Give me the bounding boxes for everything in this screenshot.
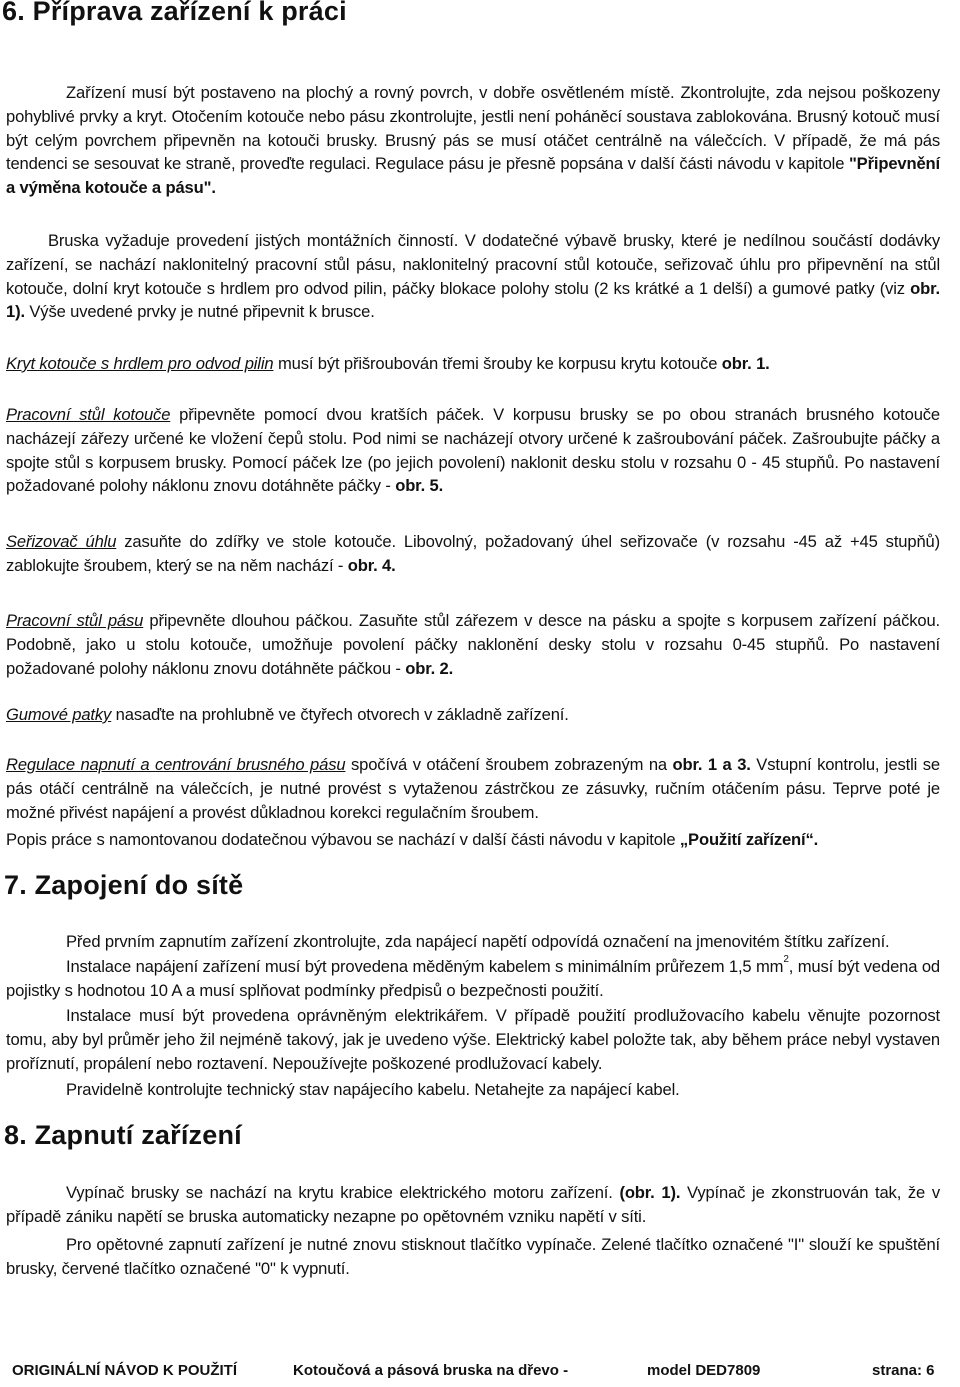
section-7-heading: 7. Zapojení do sítě <box>4 870 244 900</box>
term-disc-table: Pracovní stůl kotouče <box>6 405 171 424</box>
section-6-paragraph-cover: Kryt kotouče s hrdlem pro odvod pilin musí být přišroubován třemi šrouby ke korpusu krytu kotouče obr. 1. <box>6 354 770 373</box>
term-disc-cover: Kryt kotouče s hrdlem pro odvod pilin <box>6 354 274 373</box>
section-7-paragraph-4: Pravidelně kontrolujte technický stav napájecího kabelu. Netahejte za napájecí kabel. <box>66 1080 680 1099</box>
term-belt-table: Pracovní stůl pásu <box>6 611 144 630</box>
section-6-paragraph-disc-table: Pracovní stůl kotouče připevněte pomocí dvou kratších páček. V korpusu brusky se po obou stranách brusného kotouče nacházejí zářezy určené ke vložení čepů stolu. Pod nimi se nacházejí otvory určené k zašroubování páček. Zašroubujte páčky a spojte stůl s korpusem brusky. Pomocí páček lze (po jejich povolení) naklonit desku stolu v rozsahu 0 - 45 stupňů. Po nastavení požadované polohy náklonu znovu dotáhněte páčky - obr. 5. <box>6 405 941 496</box>
section-7-paragraph-2: Instalace napájení zařízení musí být provedena měděným kabelem s minimálním průřezem 1,5 $mm^2$, musí být vedena od pojistky s hodnotou 10 A a musí splňovat podmínky předpisů o bezpečnosti použití. <box>6 954 940 1000</box>
section-6-paragraph-usage: Popis práce s namontovanou dodatečnou výbavou se nachází v další části návodu v kapitole „Použití zařízení“. <box>6 830 819 849</box>
term-rubber-feet: Gumové patky <box>6 705 112 724</box>
section-6-paragraph-belt-table: Pracovní stůl pásu připevněte dlouhou páčkou. Zasuňte stůl zářezem v desce na pásku a spojte s korpusem zařízení páčkou. Podobně, jako u stolu kotouče, umožňuje povolení páčky naklonění desky stolu v rozsahu 0-45 stupňů. Po nastavení požadované polohy náklonu znovu dotáhněte páčkou - obr. 2. <box>6 611 940 678</box>
footer-manual-label: ORIGINÁLNÍ NÁVOD K POUŽITÍ <box>12 1362 237 1379</box>
term-belt-tension: Regulace napnutí a centrování brusného pásu <box>6 755 346 774</box>
section-6-paragraph-angle-guide: Seřizovač úhlu zasuňte do zdířky ve stole kotouče. Libovolný, požadovaný úhel seřizovače (v rozsahu -45 až +45 stupňů) zablokujte šroubem, který se na něm nachází - obr. 4. <box>6 532 940 575</box>
footer-page-number: strana: 6 <box>872 1362 935 1379</box>
section-7-paragraph-1: Před prvním zapnutím zařízení zkontrolujte, zda napájecí napětí odpovídá označení na jmenovitém štítku zařízení. <box>66 932 890 951</box>
section-8-paragraph-2: Pro opětovné zapnutí zařízení je nutné znovu stisknout tlačítko vypínače. Zelené tlačítko označené "I" slouží ke spuštění brusky, červené tlačítko označené "0" k vypnutí. <box>6 1235 940 1278</box>
section-8-paragraph-1: Vypínač brusky se nachází na krytu krabice elektrického motoru zařízení. (obr. 1). Vypínač je zkonstruován tak, že v případě zániku napětí se bruska automaticky nezapne po opětovném vzniku napětí v síti. <box>6 1183 940 1226</box>
section-6-paragraph-rubber-feet: Gumové patky nasaďte na prohlubně ve čtyřech otvorech v základně zařízení. <box>6 705 569 724</box>
section-7-paragraph-3: Instalace musí být provedena oprávněným elektrikářem. V případě použití prodlužovacího kabelu věnujte pozornost tomu, aby byl průměr jeho žil nejméně takový, jak je uvedeno výše. Elektrický kabel položte tak, aby během práce nebyl vystaven proříznutí, propálení nebo roztavení. Nepoužívejte poškozené prodlužovací kabely. <box>6 1006 940 1073</box>
footer-model: model DED7809 <box>647 1362 761 1379</box>
section-6-paragraph-1: Zařízení musí být postaveno na plochý a rovný povrch, v dobře osvětleném místě. Zkontrolujte, zda nejsou poškozeny pohyblivé prvky a kryt. Otočením kotouče nebo pásu zkontrolujte, jestli není poháněcí soustava zablokována. Brusný kotouč musí být celým povrchem připevněn na kotouči brusky. Brusný pás se musí otáčet centrálně na válečcích. V případě, že má pás tendenci se sesouvat ke straně, proveďte regulaci. Regulace pásu je přesně popsána v další části návodu v kapitole "Připevnění a výměna kotouče a pásu". <box>6 83 940 198</box>
section-6-paragraph-2: Bruska vyžaduje provedení jistých montážních činností. V dodatečné výbavě brusky, které je nedílnou součástí dodávky zařízení, se nachází naklonitelný pracovní stůl pásu, naklonitelný pracovní stůl kotouče, seřizovač úhlu pro připevnění na stůl kotouče, dolní kryt kotouče s hrdlem pro odvod pilin, páčky blokace polohy stolu (2 ks krátké a 1 delší) a gumové patky (viz obr. 1). Výše uvedené prvky je nutné připevnit k brusce. <box>6 231 940 322</box>
section-6-heading: 6. Příprava zařízení k práci <box>2 0 347 26</box>
term-angle-guide: Seřizovač úhlu <box>6 532 117 551</box>
section-6-paragraph-belt-tension: Regulace napnutí a centrování brusného pásu spočívá v otáčení šroubem zobrazeným na obr. 1 a 3. Vstupní kontrolu, jestli se pás otáčí centrálně na válečcích, je nutné provést s vytaženou zástrčkou ze zásuvky, ručním otáčením pásu. Teprve poté je možné přivést napájení a provést důkladnou korekci regulačním šroubem. <box>6 755 940 822</box>
footer-product-name: Kotoučová a pásová bruska na dřevo - <box>293 1362 569 1379</box>
section-8-heading: 8. Zapnutí zařízení <box>4 1120 242 1150</box>
